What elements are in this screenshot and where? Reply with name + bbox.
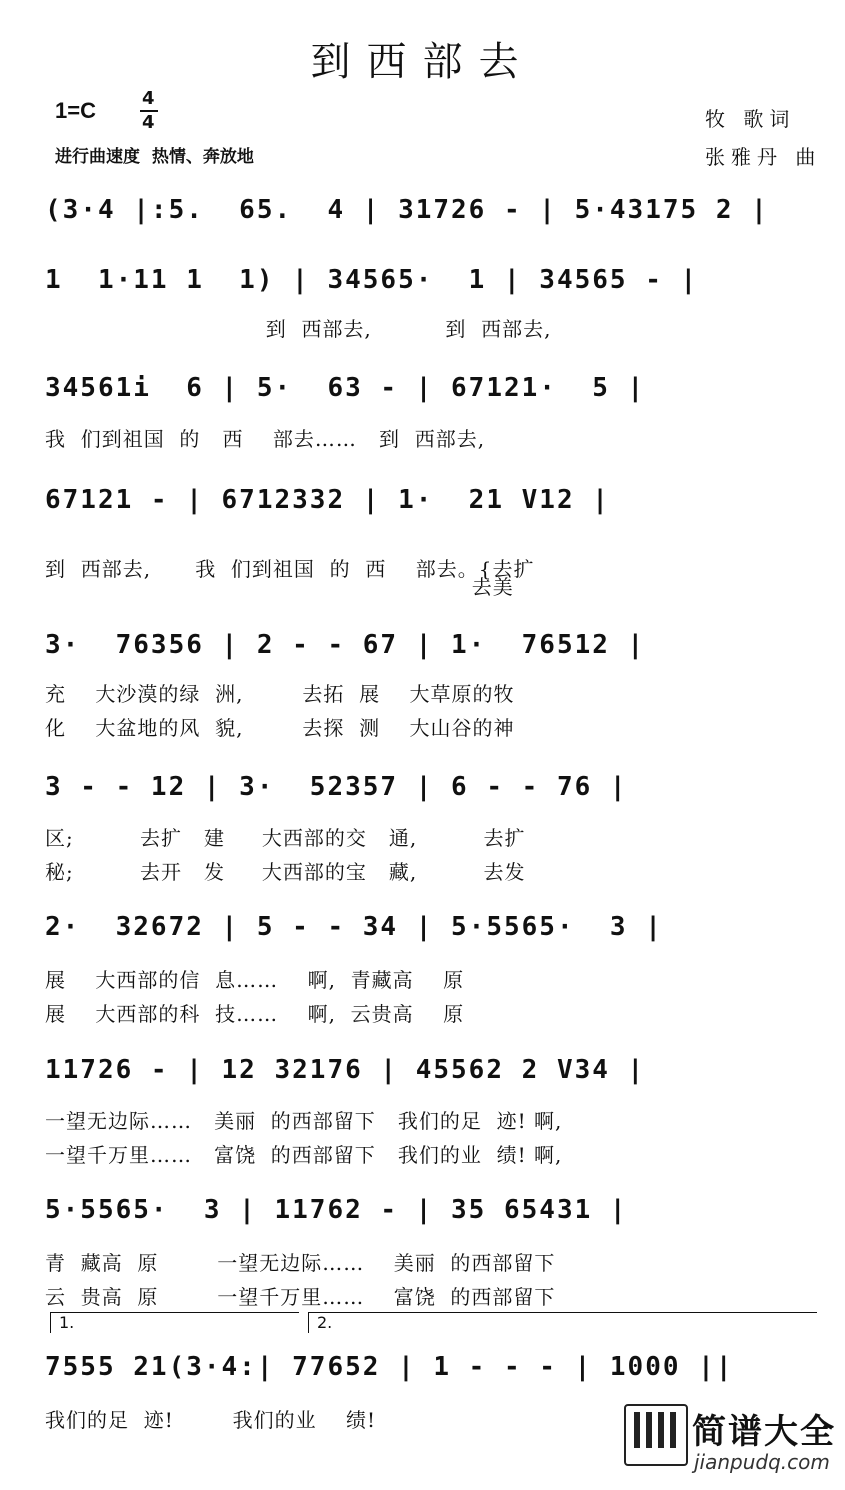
lyrics-verse-2: 化 大盆地的风 貌, 去探 测 大山谷的神 [45,716,515,740]
lyrics-verse-1: 我们的足 迹! 我们的业 绩! [45,1408,377,1432]
key-signature: 1=C [55,98,96,123]
tempo-marking: 进行曲速度 热情、奔放地 [55,147,254,167]
time-signature-top: 4 [142,88,155,109]
notes-line: 67121 - | 6712332 | 1· 21 V12 | [45,485,610,515]
notes-line: 5·5565· 3 | 11762 - | 35 65431 | [45,1195,628,1225]
watermark-url: jianpudq.com [694,1450,830,1474]
lyrics-verse-2: 去美 [45,575,514,599]
lyrics-verse-2: 云 贵高 原 一望千万里…… 富饶 的西部留下 [45,1285,556,1309]
song-title: 到西部去 [310,39,535,85]
notes-line: 2· 32672 | 5 - - 34 | 5·5565· 3 | [45,912,663,942]
lyrics-verse-1: 充 大沙漠的绿 洲, 去拓 展 大草原的牧 [45,682,515,706]
volta-second-ending [308,1312,817,1333]
lyrics-verse-1: 到 西部去, 我 们到祖国 的 西 部去。{去扩 [45,557,535,581]
volta-first-label: 1. [59,1313,75,1332]
lyrics-verse-1: 区; 去扩 建 大西部的交 通, 去扩 [45,826,526,850]
notes-line: 34561i 6 | 5· 63 - | 67121· 5 | [45,373,646,403]
lyrics-verse-1: 一望无边际…… 美丽 的西部留下 我们的足 迹! 啊, [45,1109,563,1133]
lyricist-credit: 牧 歌词 [705,107,796,131]
volta-first-ending [50,1312,299,1333]
time-signature-bottom: 4 [142,112,155,133]
notes-line: (3·4 |:5. 65. 4 | 31726 - | 5·43175 2 | [45,195,769,225]
lyrics-verse-1: 到 西部去, 到 西部去, [45,317,552,341]
watermark-name: 简谱大全 [692,1412,836,1452]
notes-line: 7555 21(3·4:| 77652 | 1 - - - | 1000 || [45,1352,734,1382]
notes-line: 11726 - | 12 32176 | 45562 2 V34 | [45,1055,646,1085]
watermark-logo [624,1404,839,1484]
lyrics-verse-2: 展 大西部的科 技…… 啊, 云贵高 原 [45,1002,465,1026]
piano-keys-icon [624,1404,688,1466]
notes-line: 3· 76356 | 2 - - 67 | 1· 76512 | [45,630,646,660]
lyrics-verse-1: 展 大西部的信 息…… 啊, 青藏高 原 [45,968,465,992]
lyrics-verse-1: 青 藏高 原 一望无边际…… 美丽 的西部留下 [45,1251,556,1275]
notes-line: 3 - - 12 | 3· 52357 | 6 - - 76 | [45,772,628,802]
lyrics-verse-1: 我 们到祖国 的 西 部去…… 到 西部去, [45,427,486,451]
notes-line: 1 1·11 1 1) | 34565· 1 | 34565 - | [45,265,699,295]
volta-second-label: 2. [317,1313,333,1332]
lyrics-verse-2: 一望千万里…… 富饶 的西部留下 我们的业 绩! 啊, [45,1143,563,1167]
lyrics-verse-2: 秘; 去开 发 大西部的宝 藏, 去发 [45,860,526,884]
composer-credit: 张雅丹 曲 [705,145,822,169]
